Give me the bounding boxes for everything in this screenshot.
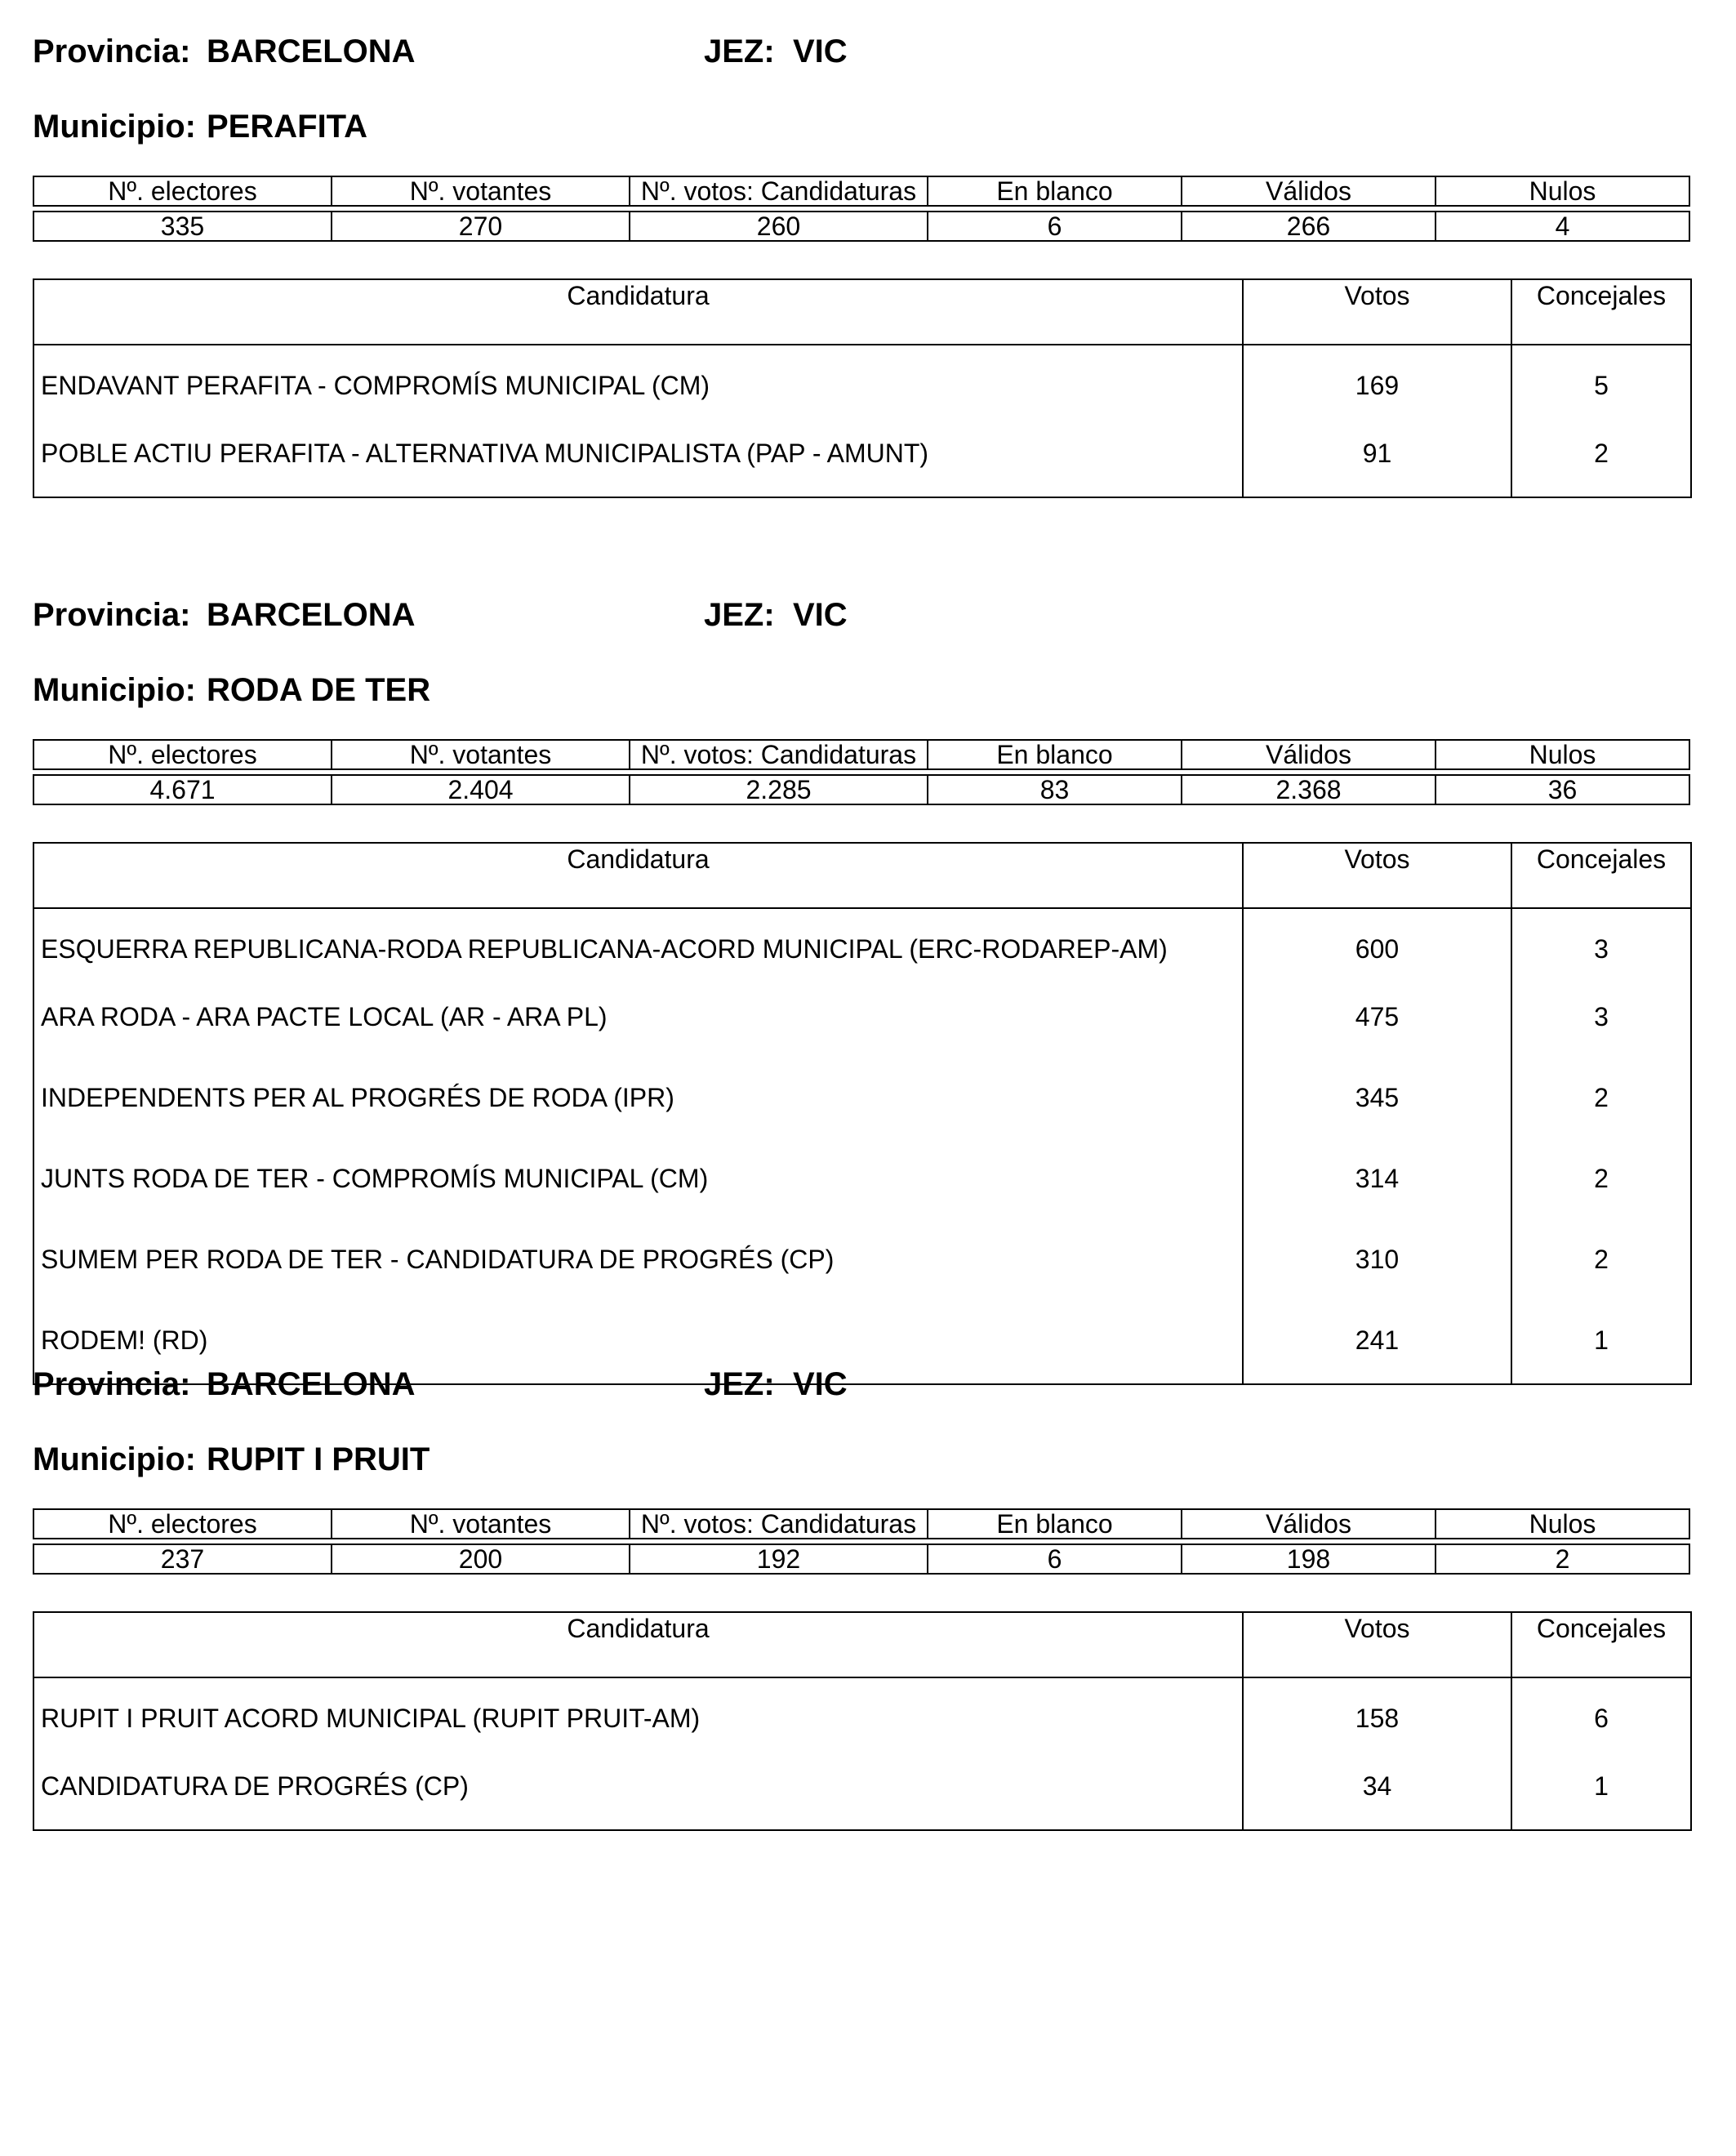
- cand-votos: 345: [1243, 1071, 1511, 1152]
- stats-header-validos: Válidos: [1181, 739, 1435, 770]
- stats-header-electores: Nº. electores: [33, 1508, 331, 1539]
- stats-header-votantes: Nº. votantes: [331, 176, 629, 207]
- stats-value-validos: 266: [1181, 211, 1435, 242]
- provincia-label: Provincia:: [33, 1366, 191, 1402]
- stats-header-en-blanco: En blanco: [927, 1508, 1181, 1539]
- stats-value-votantes: 200: [331, 1544, 629, 1575]
- candidaturas-header-row: [33, 1612, 1691, 1677]
- provincia-value: BARCELONA: [207, 1366, 416, 1402]
- stats-header-row: [33, 739, 1690, 770]
- cand-header-concejales: Concejales: [1511, 1612, 1691, 1677]
- stats-header-votantes: Nº. votantes: [331, 1508, 629, 1539]
- stats-value-validos: 2.368: [1181, 774, 1435, 805]
- cand-name: INDEPENDENTS PER AL PROGRÉS DE RODA (IPR): [33, 1071, 1243, 1152]
- cand-header-candidatura: Candidatura: [33, 279, 1243, 345]
- stats-header-votantes: Nº. votantes: [331, 739, 629, 770]
- stats-header-nulos: Nulos: [1435, 739, 1690, 770]
- table-row: [33, 345, 1691, 426]
- cand-name: CANDIDATURA DE PROGRÉS (CP): [33, 1759, 1243, 1830]
- cand-votos: 310: [1243, 1232, 1511, 1313]
- stats-header-en-blanco: En blanco: [927, 176, 1181, 207]
- cand-concejales: 1: [1594, 1325, 1609, 1355]
- stats-header-votos-candidaturas: Nº. votos: Candidaturas: [629, 1508, 927, 1539]
- cand-name: ARA RODA - ARA PACTE LOCAL (AR - ARA PL): [33, 990, 1243, 1071]
- cand-header-concejales: Concejales: [1511, 843, 1691, 908]
- cand-name: RODEM! (RD): [33, 1313, 1243, 1384]
- provincia-line: [33, 1364, 1690, 1405]
- stats-value-votos-candidaturas: 260: [629, 211, 927, 242]
- cand-votos: 91: [1243, 426, 1511, 497]
- cand-concejales: 2: [1594, 1245, 1609, 1274]
- candidaturas-table: [33, 842, 1692, 1385]
- cand-votos: 158: [1243, 1677, 1511, 1759]
- cand-concejales: 2: [1594, 1083, 1609, 1112]
- stats-header-row: [33, 1508, 1690, 1539]
- jez-label: JEZ:: [704, 33, 775, 69]
- cand-concejales: 1: [1594, 1771, 1609, 1801]
- cand-concejales: 2: [1594, 439, 1609, 468]
- provincia-label: Provincia:: [33, 597, 191, 633]
- stats-value-en-blanco: 83: [927, 774, 1181, 805]
- table-row: [33, 1677, 1691, 1759]
- cand-votos: 314: [1243, 1152, 1511, 1232]
- provincia-line: [33, 595, 1690, 635]
- stats-header-votos-candidaturas: Nº. votos: Candidaturas: [629, 739, 927, 770]
- municipio-value: RODA DE TER: [207, 672, 431, 708]
- cand-header-votos: Votos: [1243, 843, 1511, 908]
- stats-value-nulos: 2: [1435, 1544, 1690, 1575]
- cand-concejales: 5: [1594, 371, 1609, 400]
- stats-value-electores: 4.671: [33, 774, 331, 805]
- stats-header-validos: Válidos: [1181, 1508, 1435, 1539]
- stats-table: [33, 739, 1690, 805]
- cand-votos: 34: [1243, 1759, 1511, 1830]
- stats-value-votantes: 2.404: [331, 774, 629, 805]
- municipio-value: PERAFITA: [207, 109, 368, 145]
- stats-header-validos: Válidos: [1181, 176, 1435, 207]
- table-row: [33, 1759, 1691, 1830]
- stats-value-en-blanco: 6: [927, 1544, 1181, 1575]
- cand-header-candidatura: Candidatura: [33, 843, 1243, 908]
- stats-header-votos-candidaturas: Nº. votos: Candidaturas: [629, 176, 927, 207]
- stats-value-validos: 198: [1181, 1544, 1435, 1575]
- stats-table: [33, 1508, 1690, 1575]
- stats-value-row: [33, 774, 1690, 805]
- candidaturas-header-row: [33, 279, 1691, 345]
- table-row: [33, 1152, 1691, 1232]
- cand-name: JUNTS RODA DE TER - COMPROMÍS MUNICIPAL (CM): [33, 1152, 1243, 1232]
- cand-votos: 600: [1243, 908, 1511, 990]
- municipio-line: [33, 670, 1690, 710]
- table-row: [33, 1232, 1691, 1313]
- provincia-value: BARCELONA: [207, 597, 416, 633]
- municipio-value: RUPIT I PRUIT: [207, 1441, 430, 1477]
- jez-value: VIC: [793, 33, 848, 69]
- cand-votos: 169: [1243, 345, 1511, 426]
- table-row: [33, 1071, 1691, 1152]
- stats-value-row: [33, 1544, 1690, 1575]
- candidaturas-header-row: [33, 843, 1691, 908]
- cand-concejales: 2: [1594, 1164, 1609, 1193]
- cand-header-votos: Votos: [1243, 1612, 1511, 1677]
- stats-value-row: [33, 211, 1690, 242]
- municipio-label: Municipio:: [33, 109, 196, 145]
- cand-votos: 241: [1243, 1313, 1511, 1384]
- jez-label: JEZ:: [704, 1366, 775, 1402]
- cand-header-votos: Votos: [1243, 279, 1511, 345]
- candidaturas-table: [33, 278, 1692, 498]
- stats-value-electores: 237: [33, 1544, 331, 1575]
- stats-value-votantes: 270: [331, 211, 629, 242]
- cand-header-candidatura: Candidatura: [33, 1612, 1243, 1677]
- stats-table: [33, 176, 1690, 242]
- stats-header-nulos: Nulos: [1435, 1508, 1690, 1539]
- municipio-label: Municipio:: [33, 672, 196, 708]
- municipio-line: [33, 1439, 1690, 1480]
- municipio-line: [33, 106, 1690, 147]
- stats-header-nulos: Nulos: [1435, 176, 1690, 207]
- cand-votos: 475: [1243, 990, 1511, 1071]
- jez-value: VIC: [793, 597, 848, 633]
- cand-header-concejales: Concejales: [1511, 279, 1691, 345]
- cand-name: ESQUERRA REPUBLICANA-RODA REPUBLICANA-ACORD MUNICIPAL (ERC-RODAREP-AM): [33, 908, 1243, 990]
- municipio-label: Municipio:: [33, 1441, 196, 1477]
- stats-header-row: [33, 176, 1690, 207]
- provincia-value: BARCELONA: [207, 33, 416, 69]
- stats-value-votos-candidaturas: 192: [629, 1544, 927, 1575]
- stats-value-electores: 335: [33, 211, 331, 242]
- table-row: [33, 908, 1691, 990]
- stats-header-en-blanco: En blanco: [927, 739, 1181, 770]
- cand-name: RUPIT I PRUIT ACORD MUNICIPAL (RUPIT PRUIT-AM): [33, 1677, 1243, 1759]
- cand-concejales: 3: [1594, 1002, 1609, 1031]
- cand-name: SUMEM PER RODA DE TER - CANDIDATURA DE PROGRÉS (CP): [33, 1232, 1243, 1313]
- stats-value-nulos: 36: [1435, 774, 1690, 805]
- jez-value: VIC: [793, 1366, 848, 1402]
- provincia-label: Provincia:: [33, 33, 191, 69]
- table-row: [33, 990, 1691, 1071]
- jez-label: JEZ:: [704, 597, 775, 633]
- provincia-line: [33, 31, 1690, 72]
- candidaturas-table: [33, 1611, 1692, 1831]
- cand-concejales: 6: [1594, 1704, 1609, 1733]
- cand-name: ENDAVANT PERAFITA - COMPROMÍS MUNICIPAL (CM): [33, 345, 1243, 426]
- cand-name: POBLE ACTIU PERAFITA - ALTERNATIVA MUNICIPALISTA (PAP - AMUNT): [33, 426, 1243, 497]
- stats-value-votos-candidaturas: 2.285: [629, 774, 927, 805]
- stats-value-nulos: 4: [1435, 211, 1690, 242]
- cand-concejales: 3: [1594, 934, 1609, 964]
- table-row: [33, 426, 1691, 497]
- stats-header-electores: Nº. electores: [33, 739, 331, 770]
- stats-value-en-blanco: 6: [927, 211, 1181, 242]
- stats-header-electores: Nº. electores: [33, 176, 331, 207]
